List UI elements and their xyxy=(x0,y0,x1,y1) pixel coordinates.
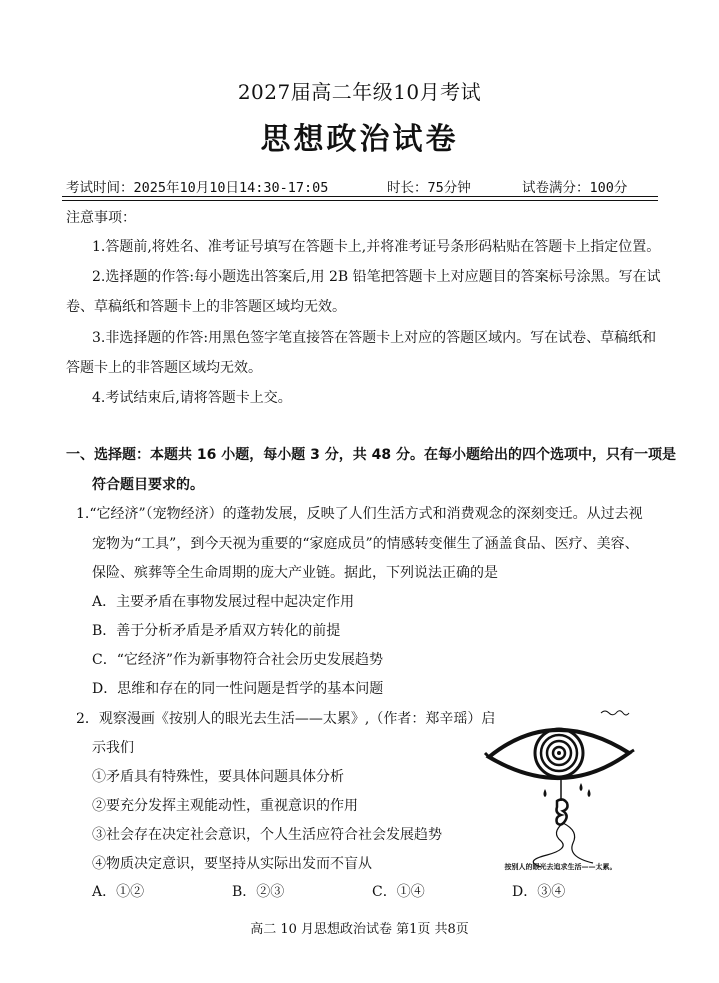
q1-stem: 保险、殡葬等全生命周期的庞大产业链。据此，下列说法正确的是 xyxy=(92,565,498,581)
notice-heading: 注意事项： xyxy=(66,210,136,226)
cartoon-caption: 按别人的眼光去追求生活——太累。 xyxy=(504,863,617,871)
notice-line: 2.选择题的作答:每小题选出答案后,用 2B 铅笔把答题卡上对应题目的答案标号涂黑。写在试 xyxy=(92,269,661,285)
header-divider-thick xyxy=(62,196,658,197)
header-divider-thin xyxy=(62,200,658,201)
q2-statement: ④物质决定意识，要坚持从实际出发而不盲从 xyxy=(92,856,372,872)
q1-option-d[interactable]: D．思维和存在的同一性问题是哲学的基本问题 xyxy=(92,681,384,697)
hanging-figure xyxy=(557,799,568,824)
q2-stem: 示我们 xyxy=(92,740,134,756)
exam-duration: 时长：75分钟 xyxy=(387,180,471,196)
q1-stem: 宠物为“工具”，到今天视为重要的“家庭成员”的情感转变催生了涵盖食品、医疗、美容、 xyxy=(92,536,639,552)
exam-time: 考试时间：2025年10月10日14:30-17:05 xyxy=(66,180,329,196)
q1-option-b[interactable]: B．善于分析矛盾是矛盾双方转化的前提 xyxy=(92,623,341,639)
q2-statement: ①矛盾具有特殊性，要具体问题具体分析 xyxy=(92,769,344,785)
notice-line: 卷、草稿纸和答题卡上的非答题区域均无效。 xyxy=(66,299,346,315)
page-footer: 高二 10 月思想政治试卷 第1页 共8页 xyxy=(250,922,469,937)
q2-statement: ②要充分发挥主观能动性，重视意识的作用 xyxy=(92,798,358,814)
subject-title: 思想政治试卷 xyxy=(260,122,459,157)
q2-choice-b[interactable]: B．②③ xyxy=(232,884,285,900)
q2-stem: 2．观察漫画《按别人的眼光去生活——太累》,（作者：郑辛瑶）启 xyxy=(76,711,496,727)
section-heading: 一、选择题：本题共 16 小题，每小题 3 分，共 48 分。在每小题给出的四个选项中，只有一项是 xyxy=(66,447,676,463)
q1-option-a[interactable]: A．主要矛盾在事物发展过程中起决定作用 xyxy=(92,594,355,610)
notice-line: 3.非选择题的作答:用黑色签字笔直接答在答题卡上对应的答题区域内。写在试卷、草稿纸和 xyxy=(92,330,657,346)
notice-line: 4.考试结束后,请将答题卡上交。 xyxy=(92,390,292,406)
exam-full-score: 试卷满分：100分 xyxy=(522,180,628,196)
q2-choice-c[interactable]: C．①④ xyxy=(372,884,425,900)
q1-option-c[interactable]: C．“它经济”作为新事物符合社会历史发展趋势 xyxy=(92,652,384,668)
q2-statement: ③社会存在决定社会意识，个人生活应符合社会发展趋势 xyxy=(92,827,442,843)
q2-choice-a[interactable]: A．①② xyxy=(92,884,145,900)
q2-choice-d[interactable]: D．③④ xyxy=(512,884,566,900)
section-heading-cont: 符合题目要求的。 xyxy=(92,477,204,493)
q1-stem: 1.“它经济”（宠物经济）的蓬勃发展，反映了人们生活方式和消费观念的深刻变迁。从过去视 xyxy=(76,506,643,522)
notice-line: 答题卡上的非答题区域均无效。 xyxy=(66,360,262,376)
cartoon-signature xyxy=(601,711,629,715)
notice-line: 1.答题前,将姓名、准考证号填写在答题卡上,并将准考证号条形码粘贴在答题卡上指定位置。 xyxy=(92,239,661,255)
eye-cartoon-illustration xyxy=(483,705,638,875)
exam-title: 2027届高二年级10月考试 xyxy=(237,80,482,104)
